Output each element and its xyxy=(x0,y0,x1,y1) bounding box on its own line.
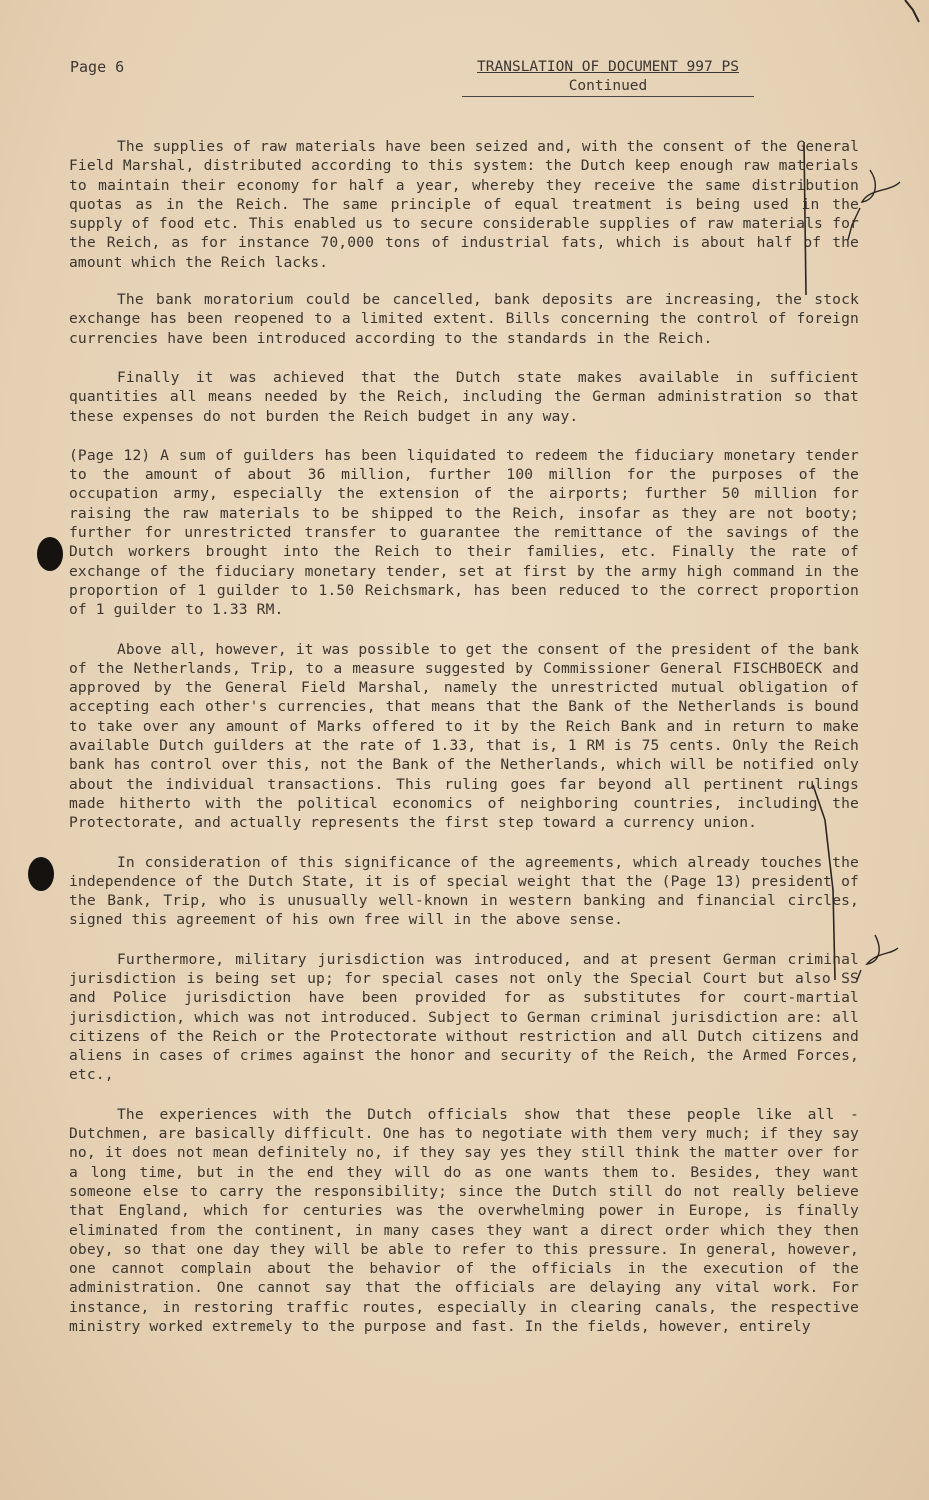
margin-bracket-mark-lower xyxy=(805,780,905,980)
paragraph-guilders: (Page 12) A sum of guilders has been liquidated to redeem the fiduciary monetary tender to the amount of about 36 million, further 100 million for the purposes of the occupation army, especially the extension of the airports; further 50 million for raising the raw materials to be shipped to the Reich, insofar as they are not booty; further for unrestricted transfer to guarantee the remittance of the savings of the Dutch workers brought into the Reich to their families, etc. Finally the rate of exchange of the fiduciary monetary tender, set at first by the army high command in the proportion of 1 guilder to 1.50 Reichsmark, has been reduced to the correct proportion of 1 guilder to 1.33 RM. xyxy=(69,446,859,619)
paragraph-jurisdiction: Furthermore, military jurisdiction was introduced, and at present German criminal jurisdiction is being set up; for special cases not only the Special Court but also SS and Police jurisdiction have been provided for as substitutes for court-martial jurisdiction, which was not introduced. Subject to German criminal jurisdiction are: all citizens of the Reich or the Protectorate without restriction and all Dutch citizens and aliens in cases of crimes against the honor and security of the Reich, the Armed Forces, etc., xyxy=(69,950,859,1084)
corner-tear-mark xyxy=(903,0,921,24)
page-number: Page 6 xyxy=(70,58,125,76)
paragraph-dutch-officials: The experiences with the Dutch officials show that these people like all - Dutchmen, are basically difficult. One has to negotiate with them very much; if they say no, it does not mean definitely no, if they say yes they still think the matter over for a long time, but in the end they will do as one wants them to. Besides, they want someone else to carry the responsibility; since the Dutch still do not really believe that England, which for centuries was the overwhelming power in Europe, is finally eliminated from the continent, in many cases they want a direct order which they then obey, so that one day they will be able to refer to this pressure. In general, however, one cannot complain about the behavior of the officials in the execution of the administration. One cannot say that the officials are delaying any vital work. For instance, in restoring traffic routes, especially in clearing canals, the respective ministry worked extremely to the purpose and fast. In the fields, however, entirely xyxy=(69,1105,859,1336)
punch-hole-upper xyxy=(37,537,63,571)
paragraph-agreement-significance: In consideration of this significance of the agreements, which already touches the independence of the Dutch State, it is of special weight that the (Page 13) president of the Bank, Trip, who is unusually well-known in western banking and financial circles, signed this agreement of his own free will in the above sense. xyxy=(69,853,859,929)
paragraph-currency-union: Above all, however, it was possible to get the consent of the president of the bank of the Netherlands, Trip, to a measure suggested by Commissioner General FISCHBOECK and approved by the General Field Marshal, namely the unrestricted mutual obligation of accepting each other's currencies, that means that the Bank of the Netherlands is bound to take over any amount of Marks offered to it by the Reich Bank and in return to make available Dutch guilders at the rate of 1.33, that is, 1 RM is 75 cents. Only the Reich bank has control over this, not the Bank of the Netherlands, which will be notified only about the individual transactions. This ruling goes far beyond all pertinent rulings made hitherto with the political economics of neighboring countries, including the Protectorate, and actually represents the first step toward a currency union. xyxy=(69,640,859,832)
document-body xyxy=(69,137,859,1356)
margin-bracket-mark-upper xyxy=(800,140,910,300)
document-subtitle: Continued xyxy=(568,78,648,94)
paragraph-bank-moratorium: The bank moratorium could be cancelled, bank deposits are increasing, the stock exchange has been reopened to a limited extent. Bills concerning the control of foreign currencies have been introduced according to the standards in the Reich. xyxy=(69,291,859,347)
paragraph-dutch-state: Finally it was achieved that the Dutch state makes available in sufficient quantities all means needed by the Reich, including the German administration so that these expenses do not burden the Reich budget in any way. xyxy=(69,368,859,425)
paragraph-raw-materials: The supplies of raw materials have been seized and, with the consent of the General Field Marshal, distributed according to this system: the Dutch keep enough raw materials to maintain their economy for half a year, whereby they receive the same distribution quotas as in the Reich. The same principle of equal treatment is being used in the supply of food etc. This enabled us to secure considerable supplies of raw materials for the Reich, as for instance 70,000 tons of industrial fats, which is about half of the amount which the Reich lacks. xyxy=(69,138,859,271)
document-title-block xyxy=(462,58,754,96)
header-rule xyxy=(462,96,754,97)
punch-hole-lower xyxy=(28,857,54,891)
document-title: TRANSLATION OF DOCUMENT 997 PS xyxy=(477,59,739,75)
